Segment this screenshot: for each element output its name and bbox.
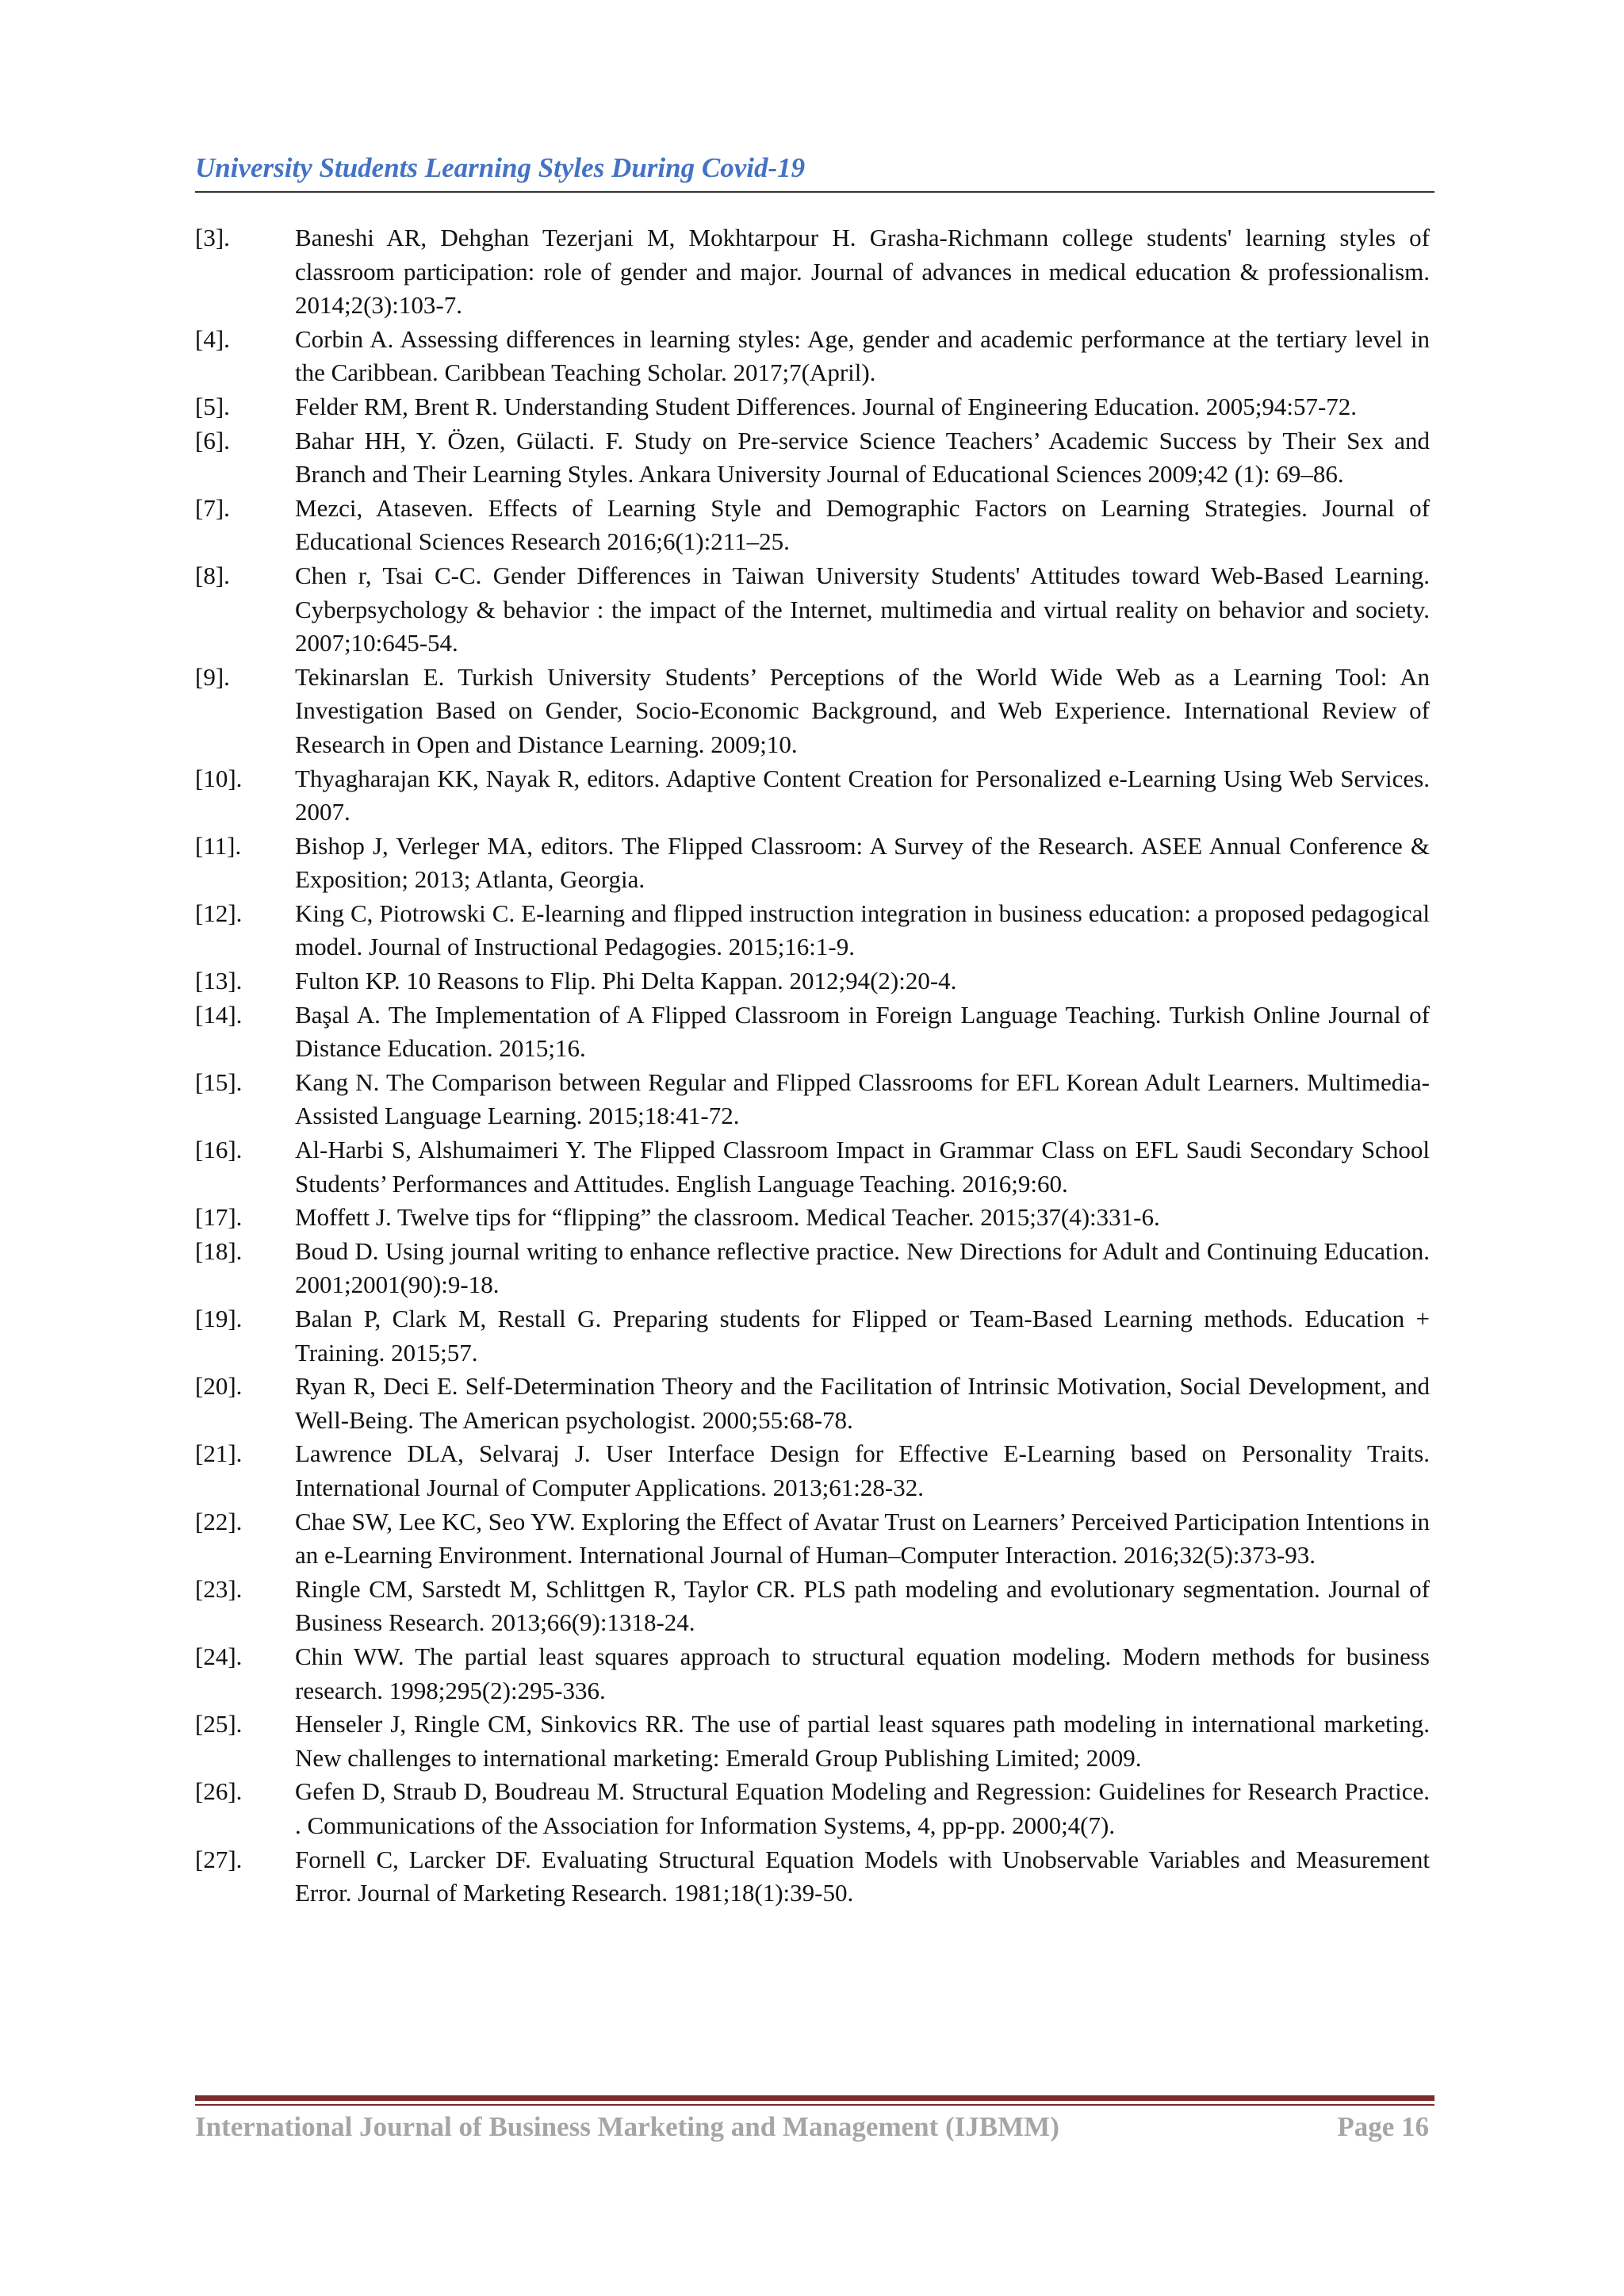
reference-number: [6]. xyxy=(195,426,230,454)
footer-rule-thick xyxy=(195,2095,1434,2101)
reference-text: Corbin A. Assessing differences in learning styles: Age, gender and academic performance at the tertiary level in the Caribbean. Caribbean Teaching Scholar. 2017;7(April). xyxy=(295,324,1430,387)
footer-page-number: Page 16 xyxy=(1337,2111,1429,2142)
reference-item xyxy=(195,1437,1430,1504)
reference-item xyxy=(195,1708,1430,1775)
reference-number: [21]. xyxy=(195,1439,243,1468)
reference-text: Mezci, Ataseven. Effects of Learning Style and Demographic Factors on Learning Strategies. Journal of Educational Sciences Research 2016;6(1):211–25. xyxy=(295,493,1430,556)
reference-text: Moffett J. Twelve tips for “flipping” the classroom. Medical Teacher. 2015;37(4):331-6. xyxy=(295,1203,1160,1232)
reference-text: Başal A. The Implementation of A Flipped Classroom in Foreign Language Teaching. Turkish Online Journal of Distance Education. 2015;16. xyxy=(295,1000,1430,1063)
reference-number: [24]. xyxy=(195,1642,243,1670)
reference-item xyxy=(195,1775,1430,1842)
reference-number: [12]. xyxy=(195,899,243,927)
reference-item xyxy=(195,762,1430,830)
reference-item xyxy=(195,1505,1430,1573)
reference-text: Henseler J, Ringle CM, Sinkovics RR. The use of partial least squares path modeling in international marketing. New challenges to international marketing: Emerald Group Publishing Limited; 2009. xyxy=(295,1710,1430,1772)
reference-number: [22]. xyxy=(195,1507,243,1535)
reference-number: [16]. xyxy=(195,1136,243,1164)
reference-item xyxy=(195,897,1430,964)
reference-text: Fornell C, Larcker DF. Evaluating Structural Equation Models with Unobservable Variables and Measurement Error. Journal of Marketing Research. 1981;18(1):39-50. xyxy=(295,1845,1430,1907)
reference-item xyxy=(195,1640,1430,1708)
reference-number: [25]. xyxy=(195,1710,243,1738)
reference-text: King C, Piotrowski C. E-learning and flipped instruction integration in business education: a proposed pedagogical model. Journal of Instructional Pedagogies. 2015;16:1-9. xyxy=(295,899,1430,961)
reference-item xyxy=(195,424,1430,492)
reference-item xyxy=(195,1066,1430,1133)
reference-number: [9]. xyxy=(195,662,230,691)
reference-item xyxy=(195,661,1430,762)
reference-item xyxy=(195,1133,1430,1201)
reference-text: Gefen D, Straub D, Boudreau M. Structural Equation Modeling and Regression: Guidelines for Research Practice. . Communications of the Association for Information Systems, 4, pp-pp. 2000;4(7). xyxy=(295,1777,1430,1839)
reference-text: Ryan R, Deci E. Self-Determination Theory and the Facilitation of Intrinsic Motivation, Social Development, and Well-Being. The American psychologist. 2000;55:68-78. xyxy=(295,1372,1430,1434)
footer-rule-thin xyxy=(195,2104,1434,2106)
reference-text: Chen r, Tsai C-C. Gender Differences in Taiwan University Students' Attitudes toward Web-Based Learning. Cyberpsychology & behavior : the impact of the Internet, multimedia and virtual reality on behavior and society. 2007;10:645-54. xyxy=(295,561,1430,657)
running-head-title: University Students Learning Styles During Covid-19 xyxy=(195,152,806,183)
reference-text: Tekinarslan E. Turkish University Students’ Perceptions of the World Wide Web as a Learning Tool: An Investigation Based on Gender, Socio-Economic Background, and Web Experience. International Review of Research in Open and Distance Learning. 2009;10. xyxy=(295,662,1430,758)
reference-number: [7]. xyxy=(195,493,230,522)
reference-text: Chae SW, Lee KC, Seo YW. Exploring the Effect of Avatar Trust on Learners’ Perceived Participation Intentions in an e-Learning Environment. International Journal of Human–Computer Interaction. 2016;32(5):373-93. xyxy=(295,1507,1430,1570)
reference-item xyxy=(195,1370,1430,1437)
reference-item xyxy=(195,492,1430,559)
reference-number: [5]. xyxy=(195,392,230,420)
header-rule xyxy=(195,191,1434,193)
reference-number: [23]. xyxy=(195,1574,243,1603)
reference-number: [19]. xyxy=(195,1305,243,1332)
reference-text: Felder RM, Brent R. Understanding Student Differences. Journal of Engineering Education. 2005;94:57-72. xyxy=(295,392,1358,420)
reference-item xyxy=(195,999,1430,1066)
footer-journal-name: International Journal of Business Marketing and Management (IJBMM) xyxy=(195,2111,1059,2142)
reference-text: Ringle CM, Sarstedt M, Schlittgen R, Taylor CR. PLS path modeling and evolutionary segmentation. Journal of Business Research. 2013;66(9):1318-24. xyxy=(295,1574,1430,1637)
reference-text: Kang N. The Comparison between Regular and Flipped Classrooms for EFL Korean Adult Learners. Multimedia-Assisted Language Learning. 2015;18:41-72. xyxy=(295,1068,1430,1130)
reference-text: Al-Harbi S, Alshumaimeri Y. The Flipped Classroom Impact in Grammar Class on EFL Saudi Secondary School Students’ Performances and Attitudes. English Language Teaching. 2016;9:60. xyxy=(295,1136,1430,1198)
reference-item xyxy=(195,1201,1430,1235)
reference-item xyxy=(195,964,1430,999)
reference-number: [15]. xyxy=(195,1068,243,1096)
reference-list xyxy=(195,221,1430,1911)
reference-item xyxy=(195,830,1430,897)
reference-number: [11]. xyxy=(195,831,242,860)
reference-text: Boud D. Using journal writing to enhance reflective practice. New Directions for Adult and Continuing Education. 2001;2001(90):9-18. xyxy=(295,1236,1430,1299)
reference-text: Bahar HH, Y. Özen, Gülacti. F. Study on Pre-service Science Teachers’ Academic Success by Their Sex and Branch and Their Learning Styles. Ankara University Journal of Educational Sciences 2009;42 (1): 69–86. xyxy=(295,426,1430,489)
reference-item xyxy=(195,221,1430,323)
reference-text: Bishop J, Verleger MA, editors. The Flipped Classroom: A Survey of the Research. ASEE Annual Conference & Exposition; 2013; Atlanta, Georgia. xyxy=(295,831,1430,894)
reference-item xyxy=(195,1573,1430,1640)
reference-item xyxy=(195,1235,1430,1302)
reference-item xyxy=(195,390,1430,424)
reference-text: Thyagharajan KK, Nayak R, editors. Adaptive Content Creation for Personalized e-Learning Using Web Services. 2007. xyxy=(295,764,1430,826)
reference-number: [8]. xyxy=(195,561,230,589)
reference-number: [13]. xyxy=(195,967,243,995)
reference-number: [20]. xyxy=(195,1372,243,1401)
reference-number: [17]. xyxy=(195,1203,243,1232)
reference-number: [4]. xyxy=(195,324,230,353)
reference-item xyxy=(195,1302,1430,1370)
reference-number: [26]. xyxy=(195,1777,243,1806)
reference-number: [3]. xyxy=(195,224,230,251)
reference-text: Lawrence DLA, Selvaraj J. User Interface Design for Effective E-Learning based on Personality Traits. International Journal of Computer Applications. 2013;61:28-32. xyxy=(295,1439,1430,1501)
reference-number: [27]. xyxy=(195,1845,243,1873)
reference-item xyxy=(195,323,1430,390)
reference-text: Balan P, Clark M, Restall G. Preparing students for Flipped or Team-Based Learning methods. Education + Training. 2015;57. xyxy=(295,1305,1430,1366)
reference-text: Fulton KP. 10 Reasons to Flip. Phi Delta Kappan. 2012;94(2):20-4. xyxy=(295,967,957,995)
reference-text: Chin WW. The partial least squares approach to structural equation modeling. Modern methods for business research. 1998;295(2):295-336. xyxy=(295,1642,1430,1704)
reference-number: [10]. xyxy=(195,764,243,792)
reference-item xyxy=(195,1843,1430,1911)
reference-item xyxy=(195,559,1430,661)
reference-number: [14]. xyxy=(195,1000,243,1029)
reference-number: [18]. xyxy=(195,1236,243,1265)
reference-text: Baneshi AR, Dehghan Tezerjani M, Mokhtarpour H. Grasha-Richmann college students' learning styles of classroom participation: role of gender and major. Journal of advances in medical education & professionalism. 2014;2(3):103-7. xyxy=(295,224,1430,320)
